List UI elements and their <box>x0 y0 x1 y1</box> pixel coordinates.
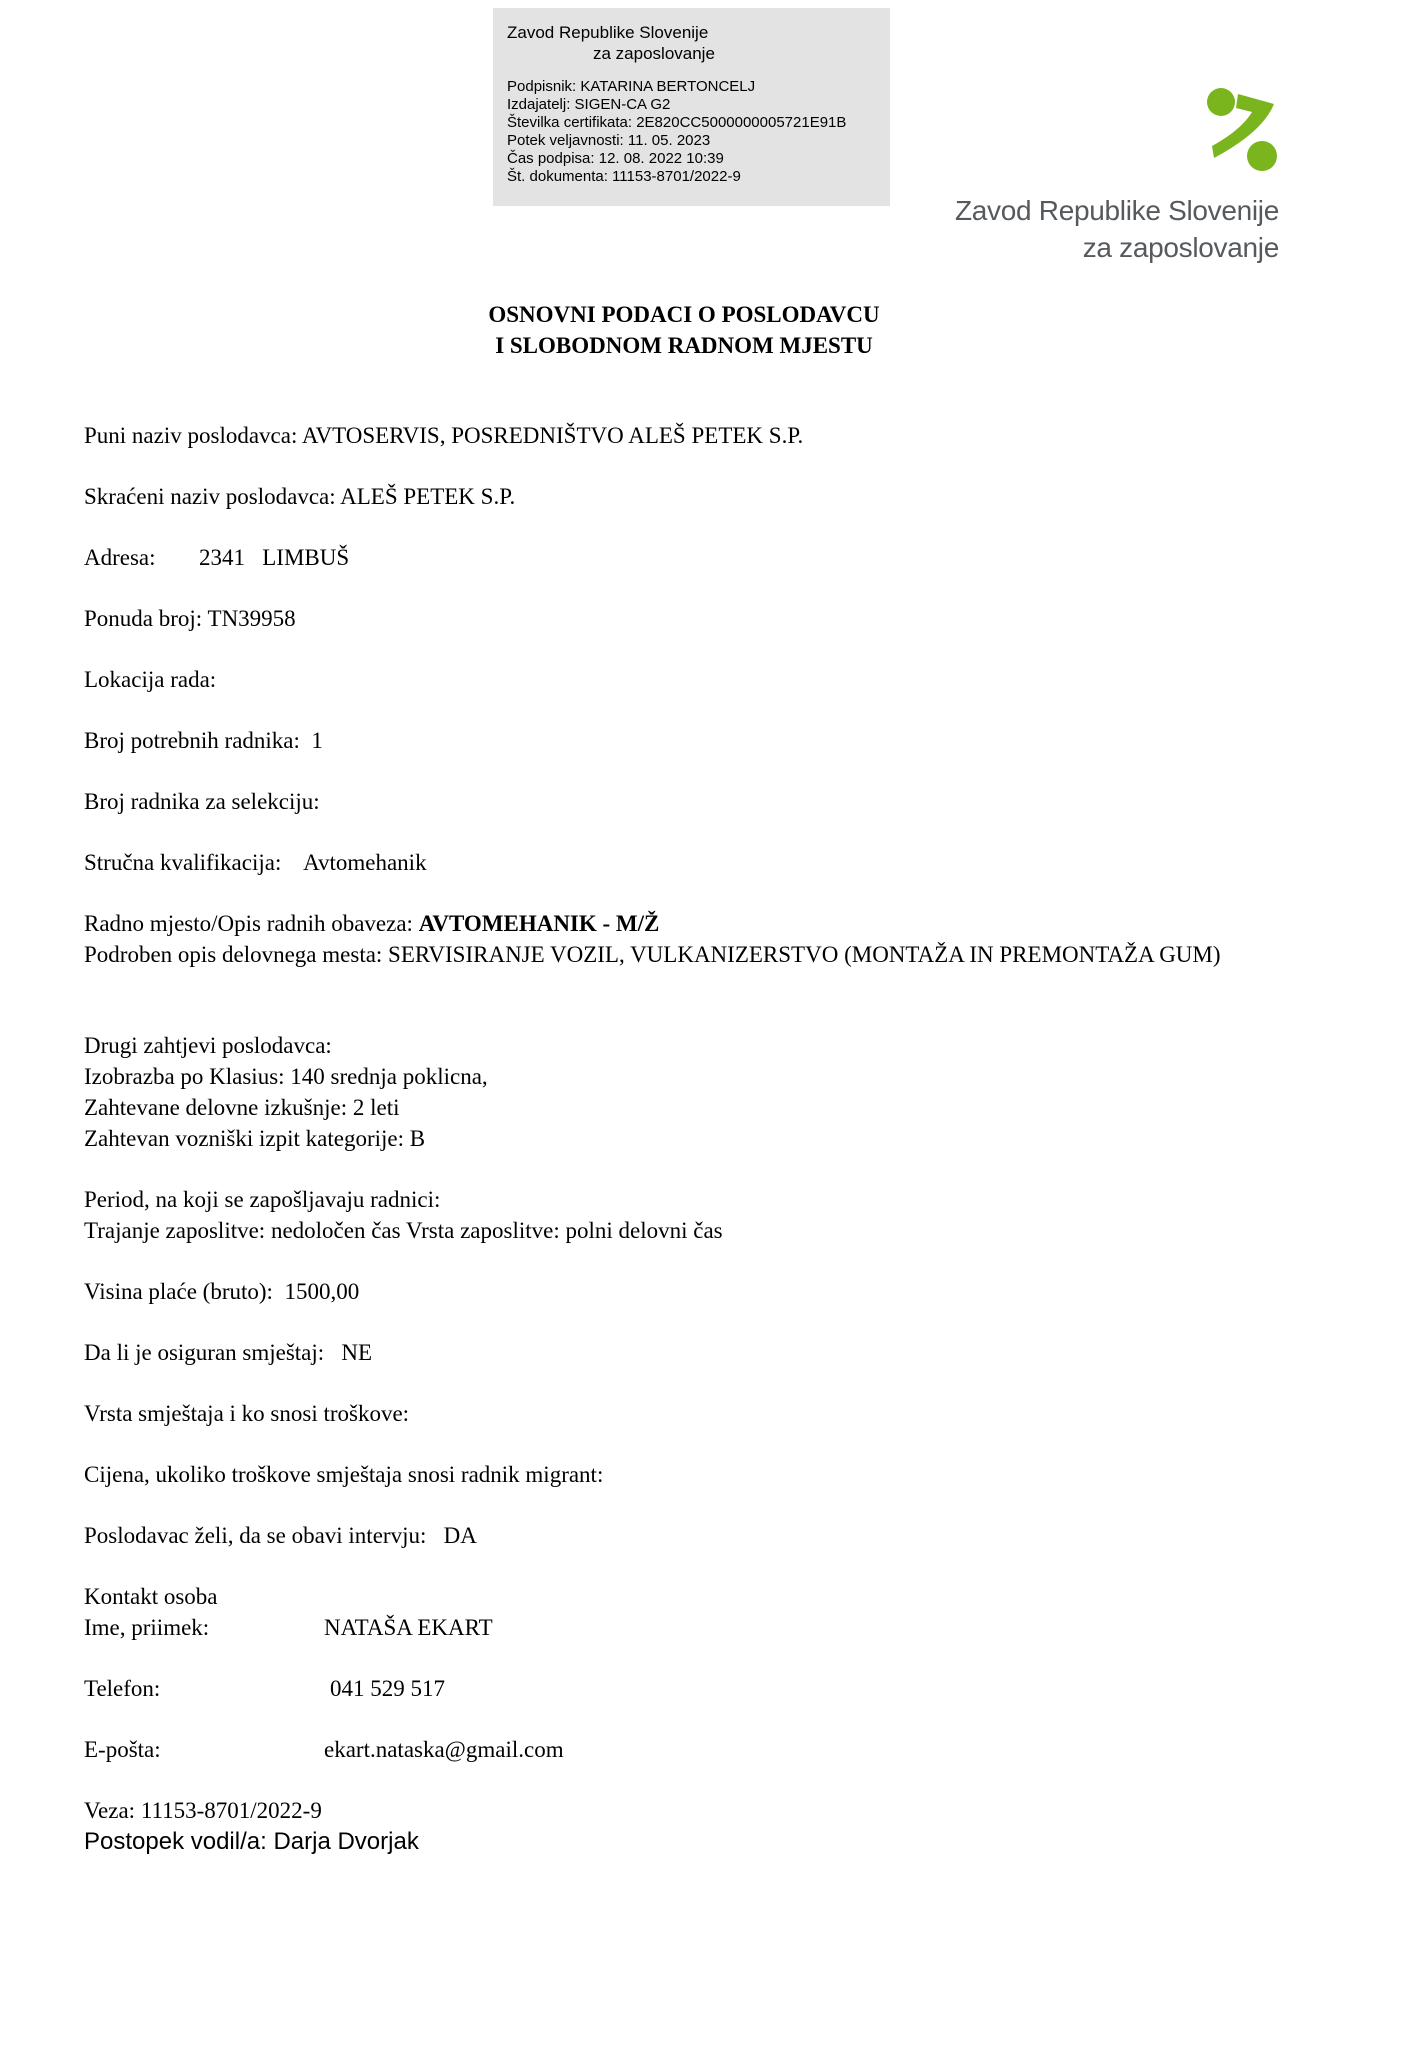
contact-title: Kontakt osoba <box>84 1584 218 1609</box>
logo-line1: Zavod Republike Slovenije <box>954 195 1279 226</box>
position-label: Radno mjesto/Opis radnih obaveza: <box>84 911 419 936</box>
interview: Poslodavac želi, da se obavi intervju: DA <box>84 1523 477 1548</box>
workers-for-selection: Broj radnika za selekciju: <box>84 789 320 814</box>
stamp-validity: Potek veljavnosti: 11. 05. 2023 <box>507 132 711 149</box>
reference-number: Veza: 11153-8701/2022-9 <box>84 1798 322 1823</box>
work-location: Lokacija rada: <box>84 667 217 692</box>
stamp-certificate-number: Številka certifikata: 2E820CC5000000005721E91B <box>507 114 847 131</box>
employer-full-name: Puni naziv poslodavca: AVTOSERVIS, POSREDNIŠTVO ALEŠ PETEK S.P. <box>84 423 804 448</box>
period-title: Period, na koji se zapošljavaju radnici: <box>84 1187 441 1212</box>
contact-name-value: NATAŠA EKART <box>324 1615 493 1640</box>
contact-phone-value: 041 529 517 <box>330 1676 445 1701</box>
title-line2: I SLOBODNOM RADNOM MJESTU <box>495 333 873 358</box>
accommodation-provided: Da li je osiguran smještaj: NE <box>84 1340 373 1365</box>
contact-email-label: E-pošta: <box>84 1737 161 1762</box>
position-value: AVTOMEHANIK - M/Ž <box>418 911 660 936</box>
stamp-signing-time: Čas podpisa: 12. 08. 2022 10:39 <box>507 150 724 167</box>
requirement-experience: Zahtevane delovne izkušnje: 2 leti <box>84 1095 400 1120</box>
zrss-logo-icon <box>1204 84 1280 174</box>
accommodation-price: Cijena, ukoliko troškove smještaja snosi radnik migrant: <box>84 1462 604 1487</box>
contact-email-value: ekart.nataska@gmail.com <box>324 1737 564 1762</box>
address-label: Adresa: <box>84 545 156 570</box>
stamp-signer: Podpisnik: KATARINA BERTONCELJ <box>507 78 756 95</box>
other-requirements-title: Drugi zahtjevi poslodavca: <box>84 1033 332 1058</box>
title-line1: OSNOVNI PODACI O POSLODAVCU <box>488 302 880 327</box>
period-value: Trajanje zaposlitve: nedoločen čas Vrsta zaposlitve: polni delovni čas <box>84 1218 723 1243</box>
workers-needed: Broj potrebnih radnika: 1 <box>84 728 323 753</box>
contact-phone-label: Telefon: <box>84 1676 161 1701</box>
logo-line2: za zaposlovanje <box>1082 232 1279 263</box>
stamp-issuer: Izdajatelj: SIGEN-CA G2 <box>507 96 671 113</box>
requirement-education: Izobrazba po Klasius: 140 srednja poklicna, <box>84 1064 488 1089</box>
stamp-org-line1: Zavod Republike Slovenije <box>507 23 709 42</box>
requirement-driving-license: Zahtevan vozniški izpit kategorije: B <box>84 1126 426 1151</box>
salary: Visina plaće (bruto): 1500,00 <box>84 1279 360 1304</box>
position-line <box>84 908 659 939</box>
stamp-document-number: Št. dokumenta: 11153-8701/2022-9 <box>507 168 741 185</box>
handled-by: Postopek vodil/a: Darja Dvorjak <box>84 1828 419 1855</box>
employer-short-name: Skraćeni naziv poslodavca: ALEŠ PETEK S.P. <box>84 484 516 509</box>
stamp-details <box>507 78 890 186</box>
position-detail: Podroben opis delovnega mesta: SERVISIRANJE VOZIL, VULKANIZERSTVO (MONTAŽA IN PREMONTAŽA GUM) <box>84 942 1221 967</box>
qualification: Stručna kvalifikacija: Avtomehanik <box>84 850 427 875</box>
stamp-org-line2: za zaposlovanje <box>593 44 715 63</box>
document-title <box>0 299 1368 361</box>
offer-number: Ponuda broj: TN39958 <box>84 606 296 631</box>
digital-signature-stamp <box>493 8 890 206</box>
accommodation-type: Vrsta smještaja i ko snosi troškove: <box>84 1401 410 1426</box>
logo-wordmark <box>955 192 1279 266</box>
contact-name-label: Ime, priimek: <box>84 1615 210 1640</box>
address-value: 2341 LIMBUŠ <box>199 545 350 570</box>
